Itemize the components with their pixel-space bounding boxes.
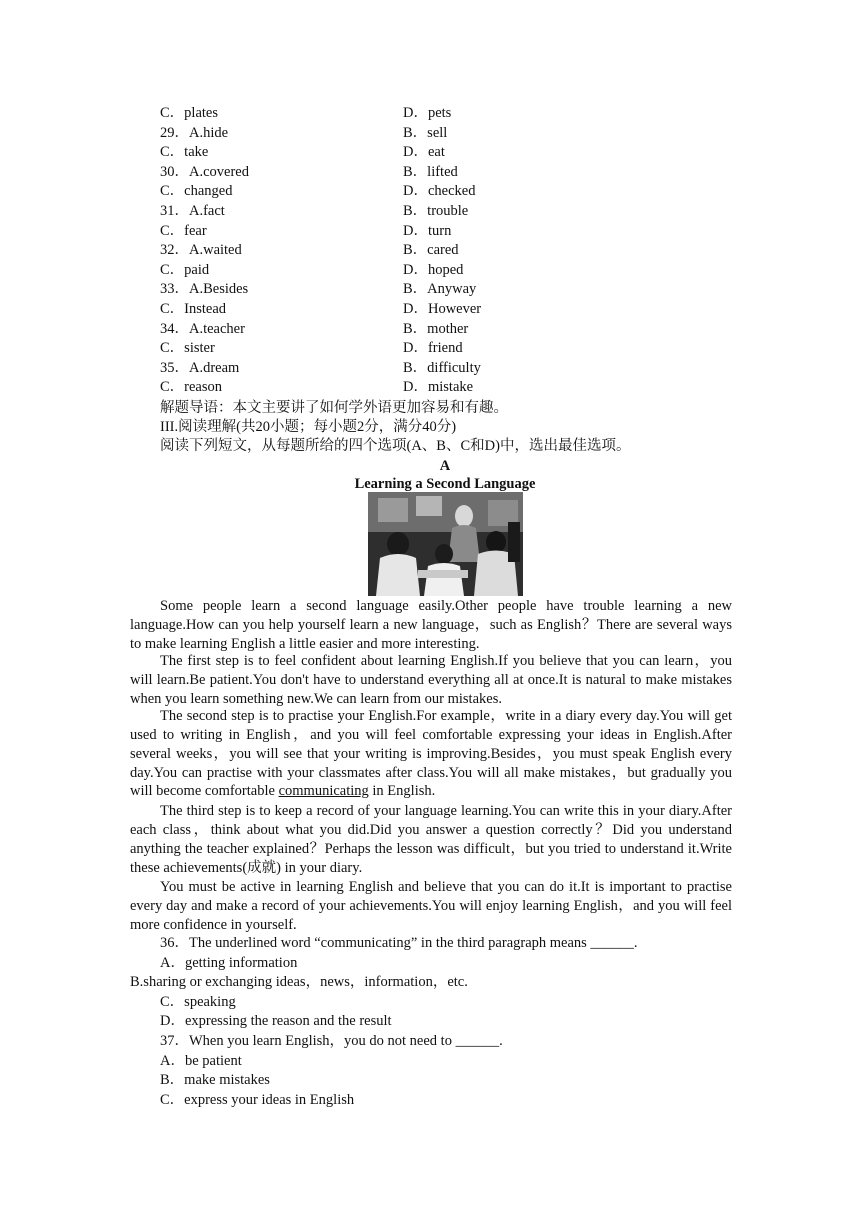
guide-text: 解题导语：本文主要讲了如何学外语更加容易和有趣。 — [160, 400, 508, 416]
option-left: C．reason — [160, 379, 223, 396]
question-36-choice: C．speaking — [160, 994, 236, 1010]
option-row — [160, 300, 580, 320]
option-left: 35．A.dream — [160, 359, 240, 376]
underlined-word: communicating — [278, 783, 369, 800]
paragraph-3-end: in English. — [368, 783, 436, 800]
question-37-stem: 37．When you learn English，you do not need to ______. — [160, 1033, 503, 1049]
option-row — [160, 143, 580, 163]
section-heading: III.阅读理解(共20小题；每小题2分，满分40分) — [160, 419, 457, 435]
option-right: B．sell — [403, 124, 448, 141]
option-row — [160, 241, 580, 261]
option-left: C．fear — [160, 222, 207, 239]
question-36-choice: B.sharing or exchanging ideas，news，information，etc. — [130, 974, 468, 990]
paragraph-4: The third step is to keep a record of your language learning.You can write this in your diary.After each class，think about what you did.Did you answer a question correctly？Did you understand anything the teacher explained？Perhaps the lesson was difficult，but you tried to understand it.Write these achievements(成就) in your diary. — [130, 803, 732, 876]
option-right: D．pets — [403, 105, 452, 121]
paragraph-2: The first step is to feel confident about learning English.If you believe that you can learn，you will learn.Be patient.You don't have to understand everything all at once.It is natural to make mistakes when you learn something new.We can learn from our mistakes. — [130, 653, 732, 707]
option-row — [160, 359, 580, 379]
option-row — [160, 378, 580, 398]
option-row — [160, 124, 580, 144]
paragraph-5: You must be active in learning English and believe that you can do it.It is important to practise every day and make a record of your achievements.You will enjoy learning English，and you will feel more confidence in yourself. — [130, 879, 732, 933]
paragraph-1: Some people learn a second language easily.Other people have trouble learning a new language.How can you help yourself learn a new language，such as English？There are several ways to make learning English a little easier and more interesting. — [130, 598, 732, 652]
question-37-choice: C．express your ideas in English — [160, 1092, 355, 1108]
paragraph-3 — [130, 707, 732, 801]
option-row — [160, 182, 580, 202]
option-right: B．cared — [403, 242, 459, 259]
option-row — [160, 104, 580, 124]
option-right: D．mistake — [403, 379, 474, 396]
option-right: D．eat — [403, 144, 445, 161]
option-row — [160, 222, 580, 242]
paragraph-3-text: The second step is to practise your English.For example，write in a diary every day.You will get used to writing in English，and you will feel comfortable expressing your ideas in English.After several weeks，you will see that your writing is improving.Besides，you must speak English every day.You can practise with your classmates after class.You will all make mistakes，but gradually you will become comfortable — [130, 708, 732, 800]
option-right: B．lifted — [403, 163, 458, 180]
question-37-choice: A．be patient — [160, 1053, 242, 1069]
option-right: D．turn — [403, 222, 452, 239]
option-right: B．difficulty — [403, 359, 481, 376]
option-row — [160, 261, 580, 281]
question-36-choice: A．getting information — [160, 955, 298, 971]
option-right: B．mother — [403, 320, 469, 337]
option-right: D．friend — [403, 340, 463, 357]
option-row — [160, 339, 580, 359]
option-left: 33．A.Besides — [160, 281, 249, 298]
passage-letter: A — [439, 458, 451, 474]
option-left: C．changed — [160, 183, 233, 200]
option-right: D．checked — [403, 183, 476, 200]
option-right: D．However — [403, 300, 482, 317]
option-left: 30．A.covered — [160, 163, 249, 180]
option-row — [160, 280, 580, 300]
question-36-stem: 36．The underlined word “communicating” in the third paragraph means ______. — [160, 935, 638, 951]
option-left: C．Instead — [160, 300, 227, 317]
option-right: B．Anyway — [403, 281, 477, 298]
option-left: C．plates — [160, 105, 218, 121]
instruction-text: 阅读下列短文，从每题所给的四个选项(A、B、C和D)中，选出最佳选项。 — [160, 438, 631, 454]
question-36-choice: D．expressing the reason and the result — [160, 1013, 392, 1029]
passage-title: Learning a Second Language — [354, 476, 536, 492]
option-left: C．sister — [160, 340, 215, 357]
option-left: 29．A.hide — [160, 124, 229, 141]
classroom-photo — [368, 492, 523, 596]
option-left: 32．A.waited — [160, 242, 242, 259]
classroom-photo-image — [368, 492, 523, 596]
option-right: D．hoped — [403, 261, 464, 278]
question-37-choice: B．make mistakes — [160, 1072, 270, 1088]
option-row — [160, 202, 580, 222]
option-left: C．paid — [160, 261, 210, 278]
option-left: 31．A.fact — [160, 202, 225, 219]
option-row — [160, 320, 580, 340]
option-row — [160, 163, 580, 183]
option-right: B．trouble — [403, 202, 469, 219]
option-left: C．take — [160, 144, 209, 161]
answer-options-list — [160, 104, 580, 398]
option-left: 34．A.teacher — [160, 320, 245, 337]
